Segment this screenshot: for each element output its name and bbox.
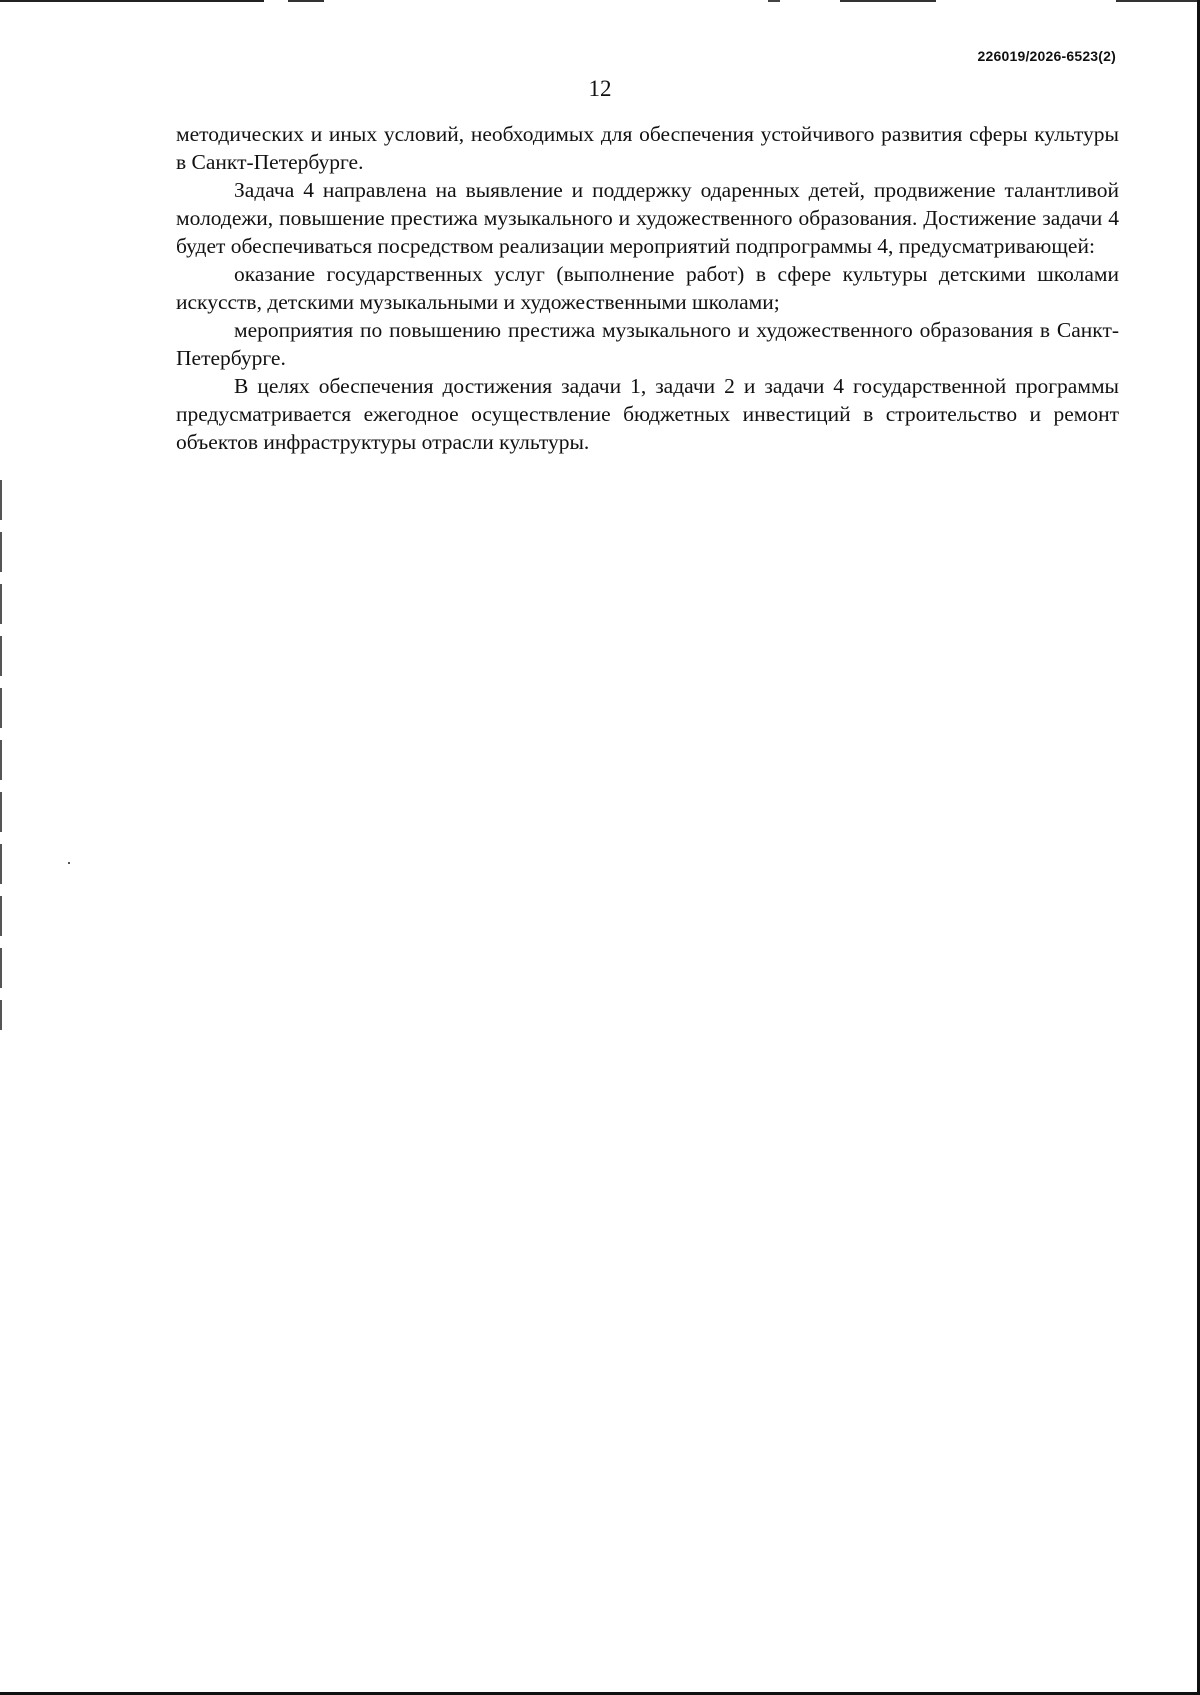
scan-edge-top: [0, 0, 1200, 2]
scan-edge-left: [0, 480, 2, 1030]
paragraph-continuation: методических и иных условий, необходимых для обеспечения устойчивого развития сферы культуры в Санкт-Петербурге.: [176, 122, 1119, 174]
paragraph-item-services: оказание государственных услуг (выполнение работ) в сфере культуры детскими школами искусств, детскими музыкальными и художественными школами;: [176, 262, 1119, 314]
document-id: 226019/2026-6523(2): [977, 48, 1116, 64]
page-number: 12: [588, 76, 612, 101]
scan-speck: [68, 862, 70, 864]
paragraph-task-4: Задача 4 направлена на выявление и поддержку одаренных детей, продвижение талантливой молодежи, повышение престижа музыкального и художественного образования. Достижение задачи 4 будет обеспечиваться посредством реализации мероприятий подпрограммы 4, предусматривающей:: [176, 178, 1119, 258]
paragraph-investments: В целях обеспечения достижения задачи 1, задачи 2 и задачи 4 государственной программы предусматривается ежегодное осуществление бюджетных инвестиций в строительство и ремонт объектов инфраструктуры отрасли культуры.: [176, 374, 1119, 454]
paragraph-item-prestige: мероприятия по повышению престижа музыкального и художественного образования в Санкт-Петербурге.: [176, 318, 1119, 370]
body-text: [176, 120, 1119, 456]
